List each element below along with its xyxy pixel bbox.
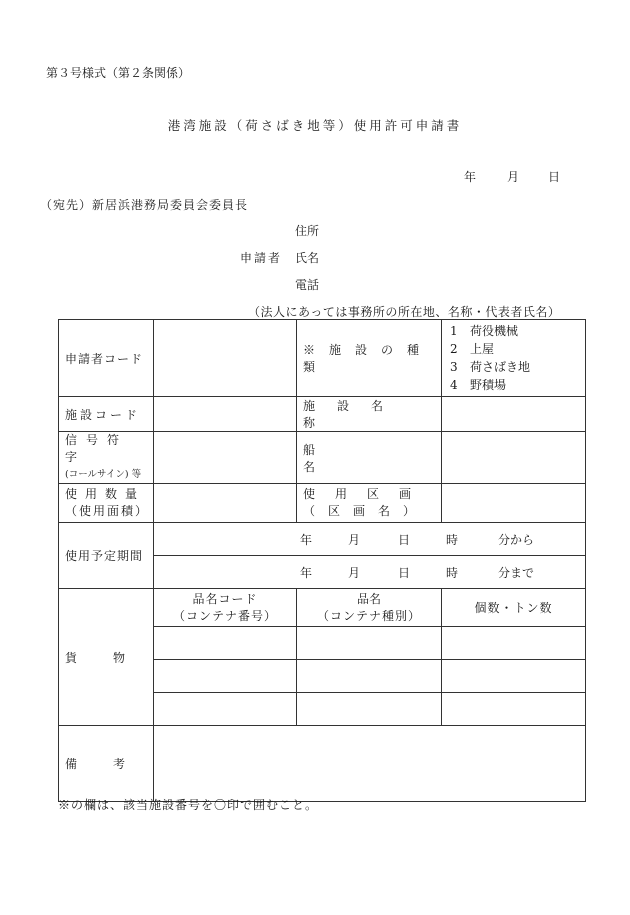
cargo-col-name: 品名 （コンテナ種別） [297,589,442,627]
facility-type-option[interactable]: 3 荷さばき地 [450,360,531,374]
phone-label: 電話 [295,278,320,292]
facility-type-options [442,320,586,397]
remarks-field[interactable] [154,726,586,802]
usage-quantity-label: 使用数量 （使用面積） [59,484,154,523]
facility-type-option[interactable]: 1 荷役機械 [450,324,519,338]
applicant-code-label: 申請者コード [59,320,154,397]
cargo-code-cell[interactable] [154,660,297,693]
facility-name-label: 施設名称 [297,397,442,432]
applicant-code-row [59,320,586,397]
schedule-label: 使用予定期間 [59,523,154,589]
ship-name-label: 船名 [297,432,442,484]
cargo-code-cell[interactable] [154,627,297,660]
applicant-code-field[interactable] [154,320,297,397]
facility-code-field[interactable] [154,397,297,432]
cargo-quantity-cell[interactable] [442,693,586,726]
document-title: 港湾施設（荷さばき地等）使用許可申請書 [167,118,463,133]
applicant-label: 申請者 [240,251,283,265]
facility-type-option[interactable]: 4 野積場 [450,378,507,392]
date-year: 年 [464,170,477,184]
ship-name-field[interactable] [442,432,586,484]
footnote: ※の欄は、該当施設番号を〇印で囲むこと。 [58,798,319,812]
address-label: 住所 [295,224,320,238]
date-day: 日 [548,170,561,184]
usage-zone-label: 使用区画 （区画名） [297,484,442,523]
facility-type-option[interactable]: 2 上屋 [450,342,495,356]
cargo-quantity-cell[interactable] [442,627,586,660]
form-number: 第３号様式（第２条関係） [46,66,191,80]
schedule-from-field[interactable]: 年 月 日 時 分から [154,523,586,556]
cargo-header-row [59,589,586,627]
application-form-table [58,319,586,802]
schedule-to-field[interactable]: 年 月 日 時 分まで [154,556,586,589]
name-label: 氏名 [295,251,320,265]
facility-type-label: ※ 施 設 の 種 類 [297,320,442,397]
addressee: （宛先）新居浜港務局委員会委員長 [40,198,249,212]
cargo-name-cell[interactable] [297,660,442,693]
cargo-col-quantity: 個数・トン数 [442,589,586,627]
remarks-label: 備 考 [59,726,154,802]
date-month: 月 [507,170,520,184]
schedule-from-row [59,523,586,556]
cargo-col-code: 品名コード （コンテナ番号） [154,589,297,627]
corporate-note: （法人にあっては事務所の所在地、名称・代表者氏名） [248,305,561,319]
signal-code-label: 信号符字 (コールサイン) 等 [59,432,154,484]
cargo-name-cell[interactable] [297,627,442,660]
facility-code-row [59,397,586,432]
usage-row [59,484,586,523]
usage-quantity-field[interactable] [154,484,297,523]
cargo-name-cell[interactable] [297,693,442,726]
signal-code-field[interactable] [154,432,297,484]
signal-code-row [59,432,586,484]
facility-code-label: 施設コード [59,397,154,432]
facility-name-field[interactable] [442,397,586,432]
cargo-label: 貨 物 [59,589,154,726]
remarks-row [59,726,586,802]
cargo-quantity-cell[interactable] [442,660,586,693]
usage-zone-field[interactable] [442,484,586,523]
cargo-code-cell[interactable] [154,693,297,726]
